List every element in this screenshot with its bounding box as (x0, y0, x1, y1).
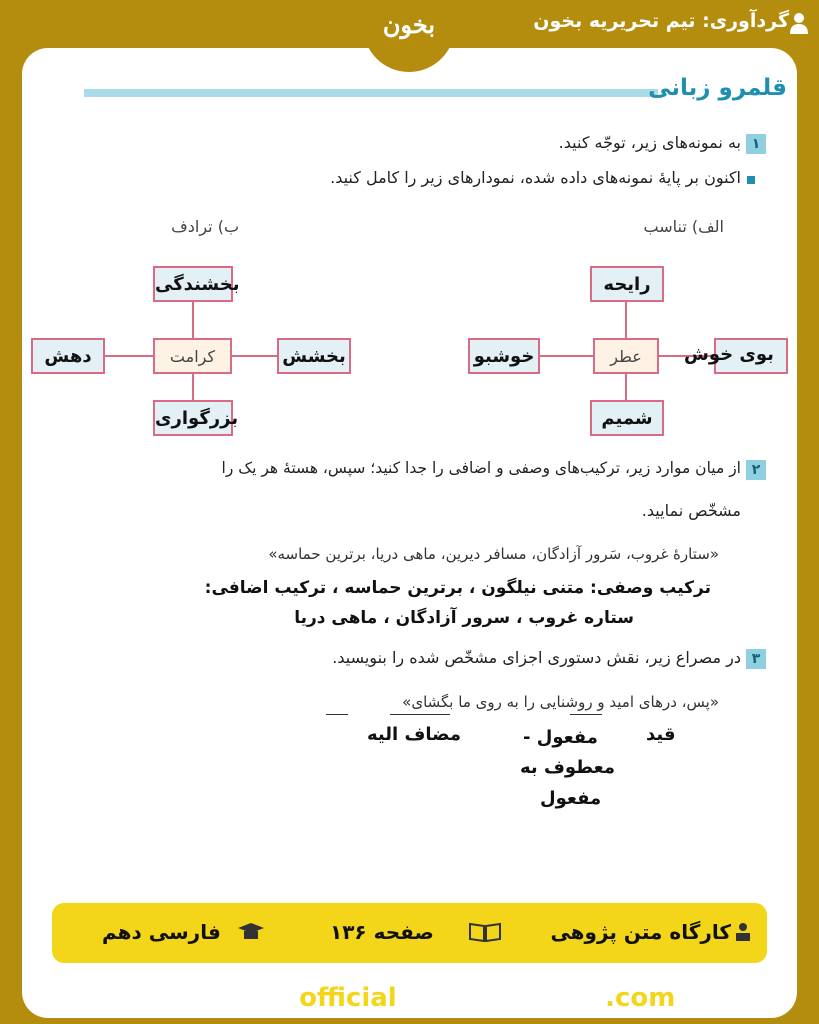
instagram-icon[interactable] (156, 986, 182, 1012)
footer-book: فارسی دهم (102, 920, 221, 944)
footer-page: صفحه ۱۳۶ (330, 920, 434, 944)
social-handle-main: bekhun (190, 983, 300, 1013)
q1-line1: به نمونه‌های زیر، توجّه کنید. (558, 133, 741, 152)
q2-answer-1: ترکیب وصفی: متنی نیلگون ، برترین حماسه ، ترکیب اضافی: (204, 578, 711, 598)
footer-workshop: کارگاه متن پژوهی (550, 920, 731, 944)
diagram-a-bottom: شمیم (590, 400, 664, 436)
teacher-icon (734, 922, 752, 942)
book-icon (468, 922, 502, 942)
diagram-a-left: خوشبو (468, 338, 540, 374)
q2-line1: از میان موارد زیر، ترکیب‌های وصفی و اضافی را جدا کنید؛ سپس، هستهٔ هر یک را (221, 459, 741, 477)
question-number-3: ۳ (746, 649, 766, 669)
globe-icon (460, 986, 486, 1012)
credit-text: گردآوری: تیم تحریریه بخون (533, 10, 789, 32)
website-main: bekhun (496, 983, 606, 1013)
q1-line2: اکنون بر پایهٔ نمونه‌های داده شده، نمودارهای زیر را کامل کنید. (330, 168, 741, 187)
q3-line1: در مصراع زیر، نقش دستوری اجزای مشخّص شده را بنویسید. (332, 648, 741, 667)
q3-answer-mafool: مفعول - (523, 727, 598, 748)
logo-text: بخون (382, 10, 436, 39)
underline-ruye-ma (390, 714, 450, 715)
section-title: قلمرو زبانی (648, 75, 787, 101)
diagram-b-bottom-text: بزرگواری (155, 408, 239, 429)
q3-quote: «پس، درهای امید و روشنایی را به روی ما بگشای» (402, 693, 719, 711)
diagram-b-top-text: بخشندگی (155, 274, 240, 295)
social-handle[interactable] (190, 983, 397, 1013)
q3-answer-matoof-2: مفعول (540, 788, 602, 809)
diagram-a-right-text: بوی خوش (684, 344, 774, 365)
question-number-2: ۲ (746, 460, 766, 480)
diagram-a-top: رایحه (590, 266, 664, 302)
social-handle-accent: official (299, 983, 397, 1013)
graduation-cap-icon (236, 922, 266, 942)
q3-answer-mozaf: مضاف الیه (367, 724, 462, 745)
underline-pas (326, 714, 348, 715)
diagram-b-left: دهش (31, 338, 105, 374)
diagram-a-center: عطر (593, 338, 659, 374)
q2-line2: مشخّص نمایید. (641, 501, 741, 520)
website-link[interactable] (496, 983, 675, 1013)
diagram-b-label: ب) ترادف (171, 217, 239, 236)
website-accent: .com (605, 983, 676, 1013)
diagram-a-label: الف) تناسب (643, 217, 724, 236)
q2-quote: «ستارهٔ غروب، سَرور آزادگان، مسافر دیرین، ماهی دریا، برترین حماسه» (268, 545, 719, 563)
diagram-b-right: بخشش (277, 338, 351, 374)
underline-omid (570, 714, 602, 715)
question-number-1: ۱ (746, 134, 766, 154)
q3-answer-qeyd: قید (646, 724, 676, 745)
telegram-icon[interactable] (123, 986, 149, 1012)
q3-answer-matoof-1: معطوف به (520, 757, 615, 778)
diagram-b-center: کرامت (153, 338, 232, 374)
q2-answer-2: ستاره غروب ، سرور آزادگان ، ماهی دریا (294, 608, 634, 628)
